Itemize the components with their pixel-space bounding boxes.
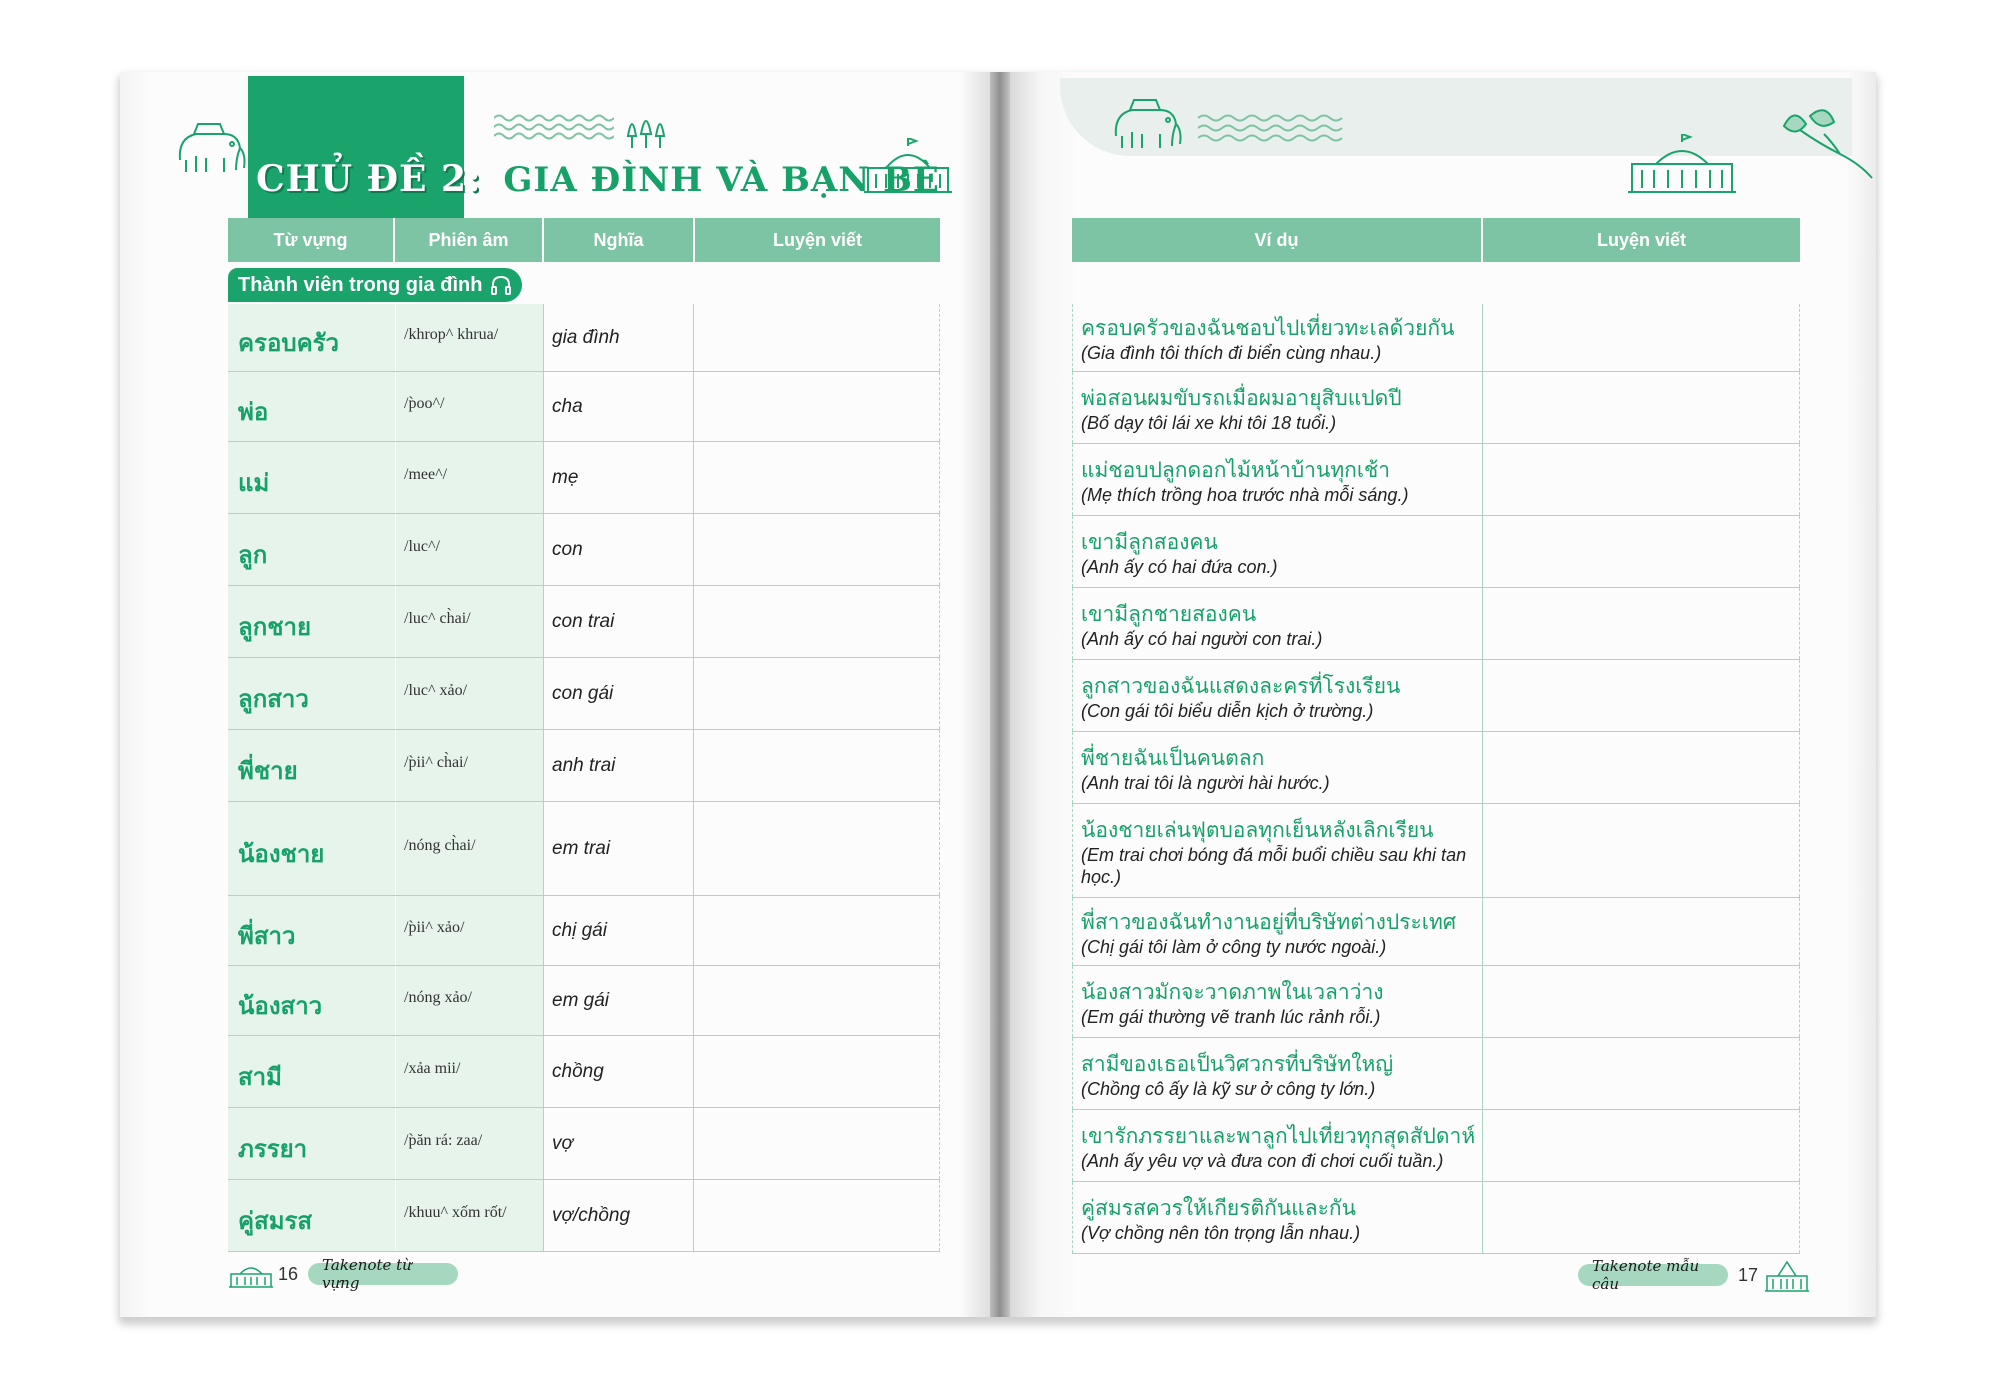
practice-cell[interactable] — [693, 372, 940, 441]
thai-word: น้องสาว — [228, 966, 395, 1035]
example-thai: พี่ชายฉันเป็นคนตลก — [1081, 745, 1265, 770]
example-thai: แม่ชอบปลูกดอกไม้หน้าบ้านทุกเช้า — [1081, 457, 1391, 482]
pronunciation: /nóng xảo/ — [395, 966, 543, 1035]
meaning: gia đình — [543, 304, 693, 371]
waves-icon — [494, 112, 614, 142]
example-cell — [1072, 898, 1482, 965]
section-label-text: Thành viên trong gia đình — [238, 273, 483, 296]
palace-icon — [228, 1260, 274, 1288]
pronunciation: /p̀ii^ ch̀ai/ — [395, 730, 543, 801]
waves-icon — [1198, 112, 1346, 144]
thai-word: คู่สมรส — [228, 1180, 395, 1251]
example-thai: พ่อสอนผมขับรถเมื่อผมอายุสิบแปดปี — [1081, 385, 1402, 410]
header-meaning: Nghĩa — [544, 218, 695, 262]
example-translation: (Chồng cô ấy là kỹ sư ở công ty lớn.) — [1081, 1078, 1376, 1099]
meaning: em trai — [543, 802, 693, 895]
practice-cell[interactable] — [693, 586, 940, 657]
page-number-left: 16 — [278, 1263, 299, 1284]
vocab-table-header — [228, 218, 940, 262]
vocab-row — [228, 658, 940, 730]
meaning: mẹ — [543, 442, 693, 513]
vocab-row — [228, 730, 940, 802]
practice-cell[interactable] — [1482, 1110, 1800, 1181]
practice-cell[interactable] — [1482, 444, 1800, 515]
vocab-row — [228, 442, 940, 514]
example-cell — [1072, 732, 1482, 803]
page-number-right: 17 — [1738, 1264, 1759, 1285]
example-translation: (Bố dạy tôi lái xe khi tôi 18 tuổi.) — [1081, 412, 1337, 433]
practice-cell[interactable] — [1482, 372, 1800, 443]
example-row — [1072, 304, 1800, 372]
topic-name: GIA ĐÌNH VÀ BẠN BÈ — [503, 160, 940, 200]
practice-cell[interactable] — [693, 802, 940, 895]
example-row — [1072, 372, 1800, 444]
practice-cell[interactable] — [693, 1108, 940, 1179]
palace-icon — [1764, 1258, 1810, 1292]
practice-cell[interactable] — [693, 304, 940, 371]
example-thai: ครอบครัวของฉันชอบไปเที่ยวทะเลด้วยกัน — [1081, 315, 1455, 340]
practice-cell[interactable] — [1482, 732, 1800, 803]
elephant-icon — [1108, 96, 1186, 152]
practice-cell[interactable] — [1482, 1182, 1800, 1253]
pronunciation: /mee^/ — [395, 442, 543, 513]
thai-word: ภรรยา — [228, 1108, 395, 1179]
example-translation: (Em gái thường vẽ tranh lúc rảnh rỗi.) — [1081, 1006, 1381, 1027]
example-translation: (Anh trai tôi là người hài hước.) — [1081, 772, 1330, 793]
practice-cell[interactable] — [1482, 516, 1800, 587]
header-pronunciation: Phiên âm — [395, 218, 544, 262]
footer-label-left: Takenote từ vựng — [308, 1263, 458, 1285]
example-row — [1072, 898, 1800, 966]
example-thai: พี่สาวของฉันทำงานอยู่ที่บริษัทต่างประเทศ — [1081, 909, 1457, 934]
palace-icon — [1626, 134, 1738, 194]
pronunciation: /p̀oo^/ — [395, 372, 543, 441]
meaning: chồng — [543, 1036, 693, 1107]
practice-cell[interactable] — [693, 730, 940, 801]
example-cell — [1072, 588, 1482, 659]
practice-cell[interactable] — [1482, 966, 1800, 1037]
example-row — [1072, 588, 1800, 660]
example-thai: น้องชายเล่นฟุตบอลทุกเย็นหลังเลิกเรียน — [1081, 817, 1434, 842]
example-row — [1072, 444, 1800, 516]
header-example: Ví dụ — [1072, 218, 1483, 262]
left-footer — [228, 1256, 458, 1292]
thai-word: ลูก — [228, 514, 395, 585]
example-translation: (Em trai chơi bóng đá mỗi buổi chiều sau khi tan học.) — [1081, 844, 1467, 887]
thai-word: พี่ชาย — [228, 730, 395, 801]
example-thai: น้องสาวมักจะวาดภาพในเวลาว่าง — [1081, 979, 1384, 1004]
example-translation: (Anh ấy yêu vợ và đưa con đi chơi cuối tuần.) — [1081, 1150, 1444, 1171]
practice-cell[interactable] — [693, 1180, 940, 1251]
footer-label-right: Takenote mẫu câu — [1578, 1264, 1728, 1286]
practice-cell[interactable] — [693, 1036, 940, 1107]
practice-cell[interactable] — [693, 514, 940, 585]
thai-word: น้องชาย — [228, 802, 395, 895]
meaning: anh trai — [543, 730, 693, 801]
example-row — [1072, 1110, 1800, 1182]
right-footer — [1578, 1258, 1810, 1292]
meaning: vợ — [543, 1108, 693, 1179]
pronunciation: /xảa mii/ — [395, 1036, 543, 1107]
practice-cell[interactable] — [693, 658, 940, 729]
thai-word: แม่ — [228, 442, 395, 513]
section-label — [228, 268, 522, 302]
thai-word: พี่สาว — [228, 896, 395, 965]
vocab-row — [228, 966, 940, 1036]
vocab-row — [228, 514, 940, 586]
example-translation: (Anh ấy có hai đứa con.) — [1081, 556, 1278, 577]
vocab-table — [228, 304, 940, 1252]
vocab-row — [228, 802, 940, 896]
trees-icon — [624, 108, 668, 150]
thai-word: สามี — [228, 1036, 395, 1107]
example-row — [1072, 660, 1800, 732]
headphones-icon[interactable] — [490, 274, 512, 296]
meaning: chị gái — [543, 896, 693, 965]
example-row — [1072, 966, 1800, 1038]
practice-cell[interactable] — [1482, 588, 1800, 659]
example-cell — [1072, 804, 1482, 897]
example-cell — [1072, 444, 1482, 515]
example-translation: (Chị gái tôi làm ở công ty nước ngoài.) — [1081, 936, 1387, 957]
pronunciation: /luc^ ch̀ai/ — [395, 586, 543, 657]
example-thai: สามีของเธอเป็นวิศวกรที่บริษัทใหญ่ — [1081, 1051, 1394, 1076]
pronunciation: /khuu^ xốm rốt/ — [395, 1180, 543, 1251]
vocab-row — [228, 896, 940, 966]
example-cell — [1072, 660, 1482, 731]
meaning: vợ/chồng — [543, 1180, 693, 1251]
example-thai: คู่สมรสควรให้เกียรติกันและกัน — [1081, 1195, 1356, 1220]
pronunciation: /luc^ xảo/ — [395, 658, 543, 729]
topic-tab — [248, 76, 464, 234]
meaning: con gái — [543, 658, 693, 729]
topic-number: CHỦ ĐỀ 2: — [256, 158, 482, 200]
example-cell — [1072, 304, 1482, 371]
practice-cell[interactable] — [693, 442, 940, 513]
example-thai: เขารักภรรยาและพาลูกไปเที่ยวทุกสุดสัปดาห์ — [1081, 1123, 1476, 1148]
practice-cell[interactable] — [1482, 304, 1800, 371]
topic-title — [256, 158, 940, 206]
example-thai: ลูกสาวของฉันแสดงละครที่โรงเรียน — [1081, 673, 1401, 698]
vocab-row — [228, 304, 940, 372]
book-spine — [990, 72, 1010, 1317]
practice-cell[interactable] — [693, 966, 940, 1035]
pronunciation: /khrop^ khrua/ — [395, 304, 543, 371]
example-cell — [1072, 372, 1482, 443]
pronunciation: /luc^/ — [395, 514, 543, 585]
practice-cell[interactable] — [1482, 1038, 1800, 1109]
example-cell — [1072, 1038, 1482, 1109]
thai-word: ลูกสาว — [228, 658, 395, 729]
header-vocab: Từ vựng — [228, 218, 395, 262]
example-translation: (Gia đình tôi thích đi biển cùng nhau.) — [1081, 342, 1382, 363]
example-row — [1072, 804, 1800, 898]
header-practice: Luyện viết — [772, 229, 863, 250]
practice-cell[interactable] — [1482, 804, 1800, 897]
example-translation: (Mẹ thích trồng hoa trước nhà mỗi sáng.) — [1081, 484, 1409, 505]
example-translation: (Con gái tôi biểu diễn kịch ở trường.) — [1081, 700, 1374, 721]
header-practice-right: Luyện viết — [1596, 229, 1687, 250]
pronunciation: /nóng ch̀ai/ — [395, 802, 543, 895]
thai-word: ลูกชาย — [228, 586, 395, 657]
meaning: con trai — [543, 586, 693, 657]
example-cell — [1072, 966, 1482, 1037]
example-cell — [1072, 516, 1482, 587]
vocab-row — [228, 1036, 940, 1108]
pronunciation: /p̀ii^ xảo/ — [395, 896, 543, 965]
example-cell — [1072, 1182, 1482, 1253]
example-row — [1072, 1038, 1800, 1110]
meaning: con — [543, 514, 693, 585]
example-cell — [1072, 1110, 1482, 1181]
practice-cell[interactable] — [1482, 660, 1800, 731]
meaning: em gái — [543, 966, 693, 1035]
example-table — [1072, 304, 1800, 1254]
lotus-icon — [1780, 104, 1874, 180]
example-translation: (Anh ấy có hai người con trai.) — [1081, 628, 1323, 649]
vocab-row — [228, 1180, 940, 1252]
thai-word: ครอบครัว — [228, 304, 395, 371]
example-table-header — [1072, 218, 1800, 262]
pronunciation: /p̀ăn rá: zaa/ — [395, 1108, 543, 1179]
example-row — [1072, 1182, 1800, 1254]
example-thai: เขามีลูกสองคน — [1081, 529, 1218, 554]
practice-cell[interactable] — [693, 896, 940, 965]
vocab-row — [228, 586, 940, 658]
thai-word: พ่อ — [228, 372, 395, 441]
example-row — [1072, 516, 1800, 588]
example-row — [1072, 732, 1800, 804]
example-thai: เขามีลูกชายสองคน — [1081, 601, 1257, 626]
example-translation: (Vợ chồng nên tôn trọng lẫn nhau.) — [1081, 1222, 1361, 1243]
vocab-row — [228, 372, 940, 442]
meaning: cha — [543, 372, 693, 441]
vocab-row — [228, 1108, 940, 1180]
practice-cell[interactable] — [1482, 898, 1800, 965]
elephant-icon — [172, 120, 250, 176]
